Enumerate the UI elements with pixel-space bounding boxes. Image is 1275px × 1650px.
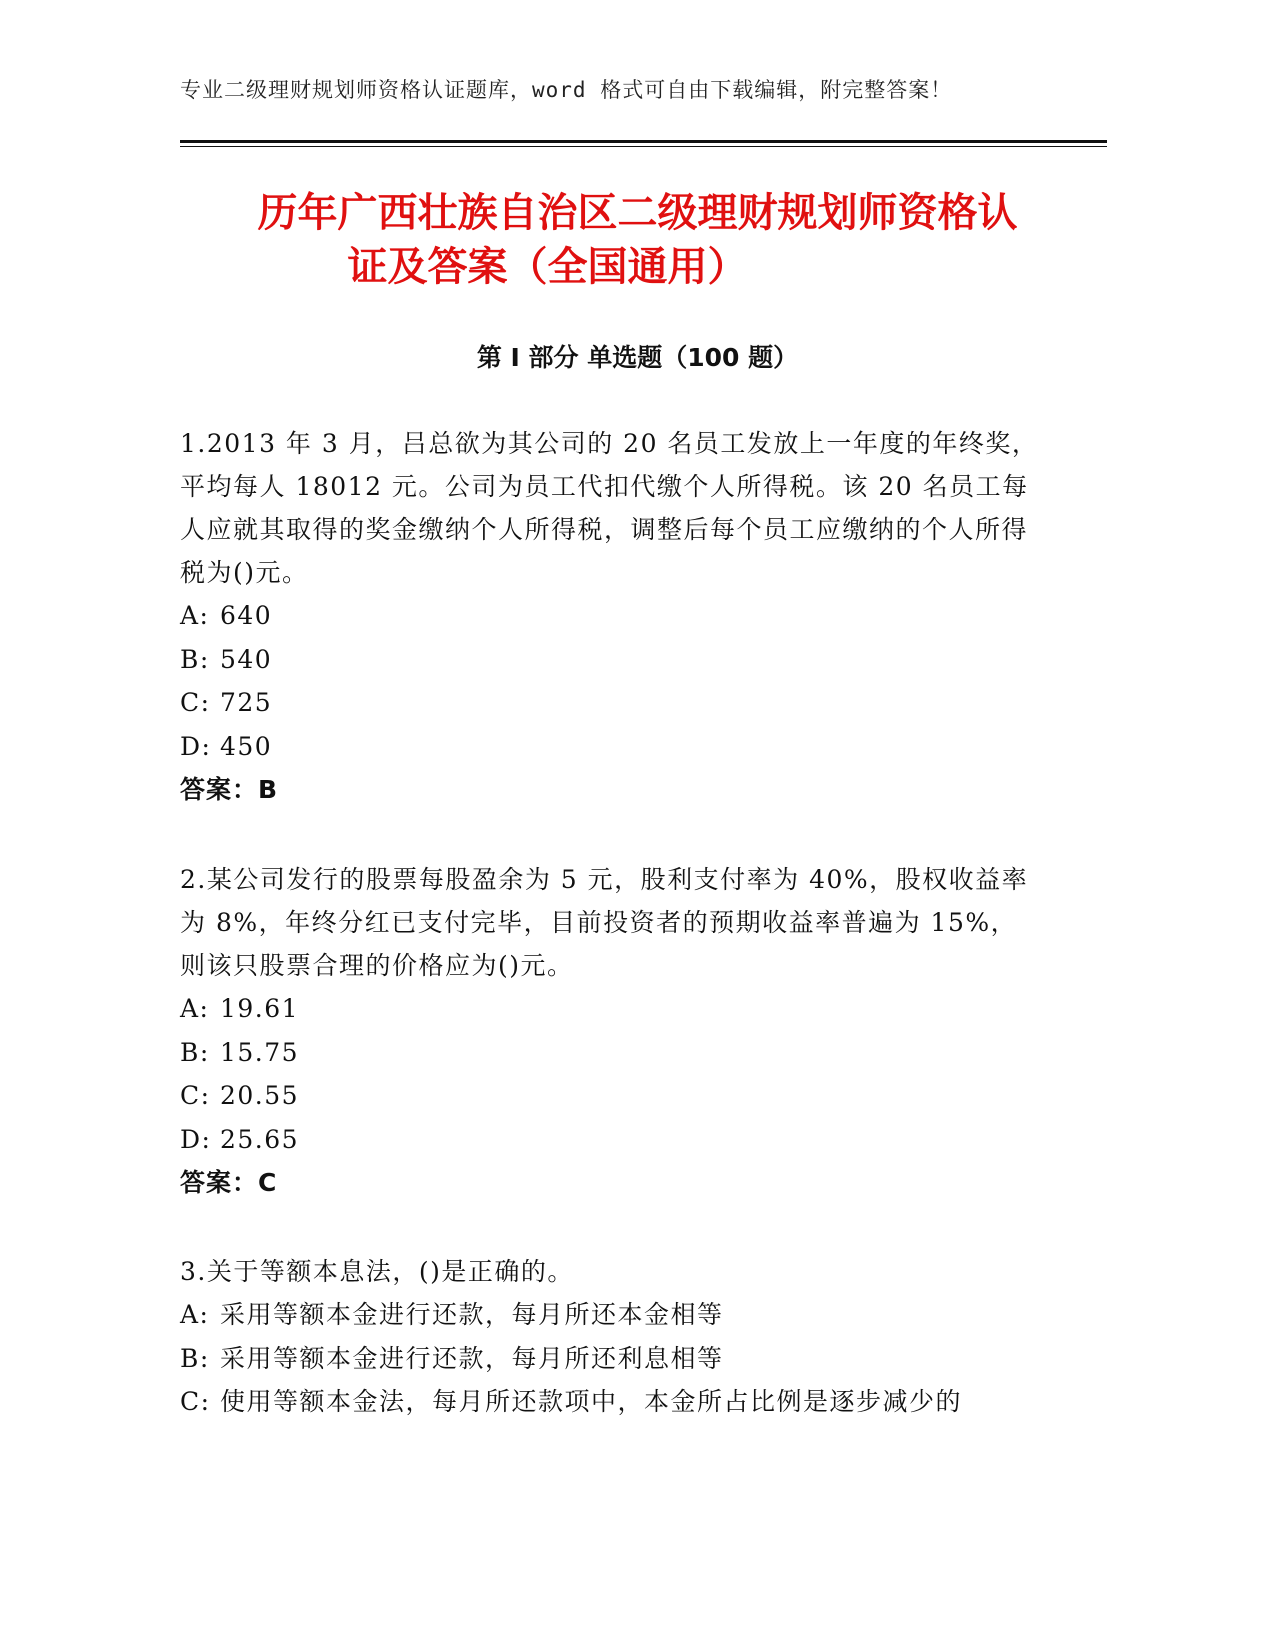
- option-text: 25.65: [220, 1124, 300, 1154]
- option-text: 640: [220, 601, 273, 630]
- option-c: [180, 1380, 1040, 1424]
- header-divider-thin: [180, 146, 1107, 147]
- option-letter: C:: [180, 1387, 211, 1416]
- option-letter: B:: [180, 644, 210, 674]
- option-letter: C:: [180, 1081, 211, 1110]
- option-letter: A:: [180, 1300, 210, 1329]
- question-1: [180, 422, 1040, 812]
- option-c: [180, 1074, 1040, 1118]
- option-letter: B:: [180, 1037, 210, 1067]
- question-stem: 3.关于等额本息法，()是正确的。: [180, 1257, 574, 1286]
- option-letter: C:: [180, 688, 211, 717]
- option-letter: D:: [180, 731, 212, 761]
- answer-line: 答案：B: [180, 775, 279, 804]
- option-text: 725: [220, 688, 273, 717]
- answer-line: 答案：C: [180, 1168, 278, 1197]
- option-text: 20.55: [220, 1081, 300, 1110]
- option-text: 采用等额本金进行还款，每月所还本金相等: [220, 1300, 724, 1329]
- option-text: 使用等额本金法，每月所还款项中，本金所占比例是逐步减少的: [220, 1387, 963, 1416]
- question-stem: 1.2013 年 3 月，吕总欲为其公司的 20 名员工发放上一年度的年终奖，平均每人 18012 元。公司为员工代扣代缴个人所得税。该 20 名员工每人应就其取得的奖金缴纳个人所得税，调整后每个员工应缴纳的个人所得税为()元。: [180, 429, 1039, 587]
- option-text: 540: [220, 644, 273, 674]
- option-a: [180, 987, 1040, 1031]
- document-title-line-2: 证及答案（全国通用）: [347, 244, 748, 290]
- option-b: [180, 1337, 1040, 1381]
- document-title: [150, 186, 1125, 294]
- option-letter: B:: [180, 1343, 210, 1373]
- option-b: [180, 638, 1040, 682]
- option-text: 采用等额本金进行还款，每月所还利息相等: [220, 1343, 724, 1373]
- option-letter: A:: [180, 601, 210, 630]
- header-note: 专业二级理财规划师资格认证题库，word 格式可自由下载编辑，附完整答案！: [180, 78, 953, 102]
- option-a: [180, 1293, 1040, 1337]
- option-d: [180, 1118, 1040, 1162]
- question-3: [180, 1250, 1040, 1424]
- option-letter: A:: [180, 994, 210, 1023]
- option-text: 19.61: [220, 994, 300, 1023]
- option-text: 450: [220, 731, 273, 761]
- option-b: [180, 1031, 1040, 1075]
- option-a: [180, 594, 1040, 638]
- header-divider-thick: [180, 140, 1107, 143]
- option-d: [180, 725, 1040, 769]
- option-text: 15.75: [220, 1037, 300, 1067]
- option-letter: D:: [180, 1124, 212, 1154]
- question-stem: 2.某公司发行的股票每股盈余为 5 元，股利支付率为 40%，股权收益率为 8%，年终分红已支付完毕，目前投资者的预期收益率普遍为 15%，则该只股票合理的价格应为()元。: [180, 865, 1029, 980]
- option-c: [180, 681, 1040, 725]
- document-title-line-1: 历年广西壮族自治区二级理财规划师资格认: [257, 190, 1018, 236]
- section-heading: 第 I 部分 单选题（100 题）: [476, 343, 799, 372]
- question-2: [180, 858, 1040, 1205]
